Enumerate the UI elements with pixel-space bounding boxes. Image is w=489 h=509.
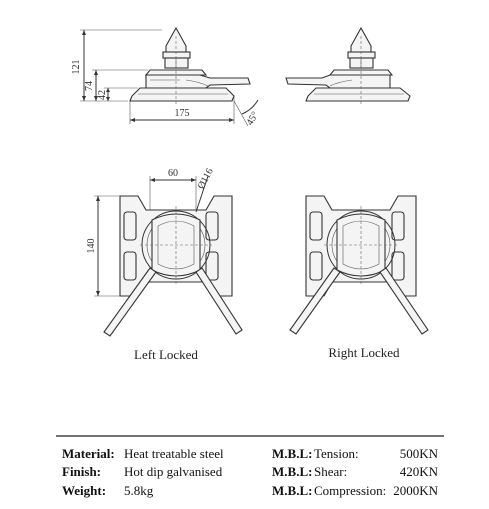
dim-total-height: 121 [71, 59, 82, 75]
mbl-shear-type: Shear: [314, 464, 348, 479]
dim-diameter: Ø116 [195, 166, 216, 192]
material-label: Material: [62, 446, 115, 461]
spec-table [56, 436, 444, 498]
mbl-compression-type: Compression: [314, 483, 387, 498]
side-elevation-left [71, 28, 261, 128]
plan-view-right-locked [290, 196, 428, 360]
caption-left-locked: Left Locked [134, 347, 198, 362]
material-value: Heat treatable steel [124, 446, 224, 461]
dim-low-height: 42 [97, 90, 108, 100]
mbl-compression-label: M.B.L: [272, 483, 313, 498]
mbl-shear-value: 420KN [399, 464, 438, 479]
finish-value: Hot dip galvanised [124, 464, 223, 479]
dim-mid-height: 74 [84, 81, 95, 91]
dim-angle: 45° [244, 109, 262, 128]
plan-view-left-locked [86, 167, 242, 362]
dim-offset: 60 [168, 168, 178, 179]
mbl-tension-label: M.B.L: [272, 446, 313, 461]
weight-label: Weight: [62, 483, 107, 498]
mbl-tension-value: 500KN [399, 446, 438, 461]
mbl-compression-value: 2000KN [393, 483, 438, 498]
weight-value: 5.8kg [124, 483, 154, 498]
dim-base-width: 175 [174, 108, 190, 119]
dim-length: 140 [86, 238, 97, 254]
mbl-shear-label: M.B.L: [272, 464, 313, 479]
side-elevation-right [286, 28, 410, 106]
finish-label: Finish: [62, 464, 102, 479]
mbl-tension-type: Tension: [314, 446, 359, 461]
caption-right-locked: Right Locked [328, 345, 400, 360]
